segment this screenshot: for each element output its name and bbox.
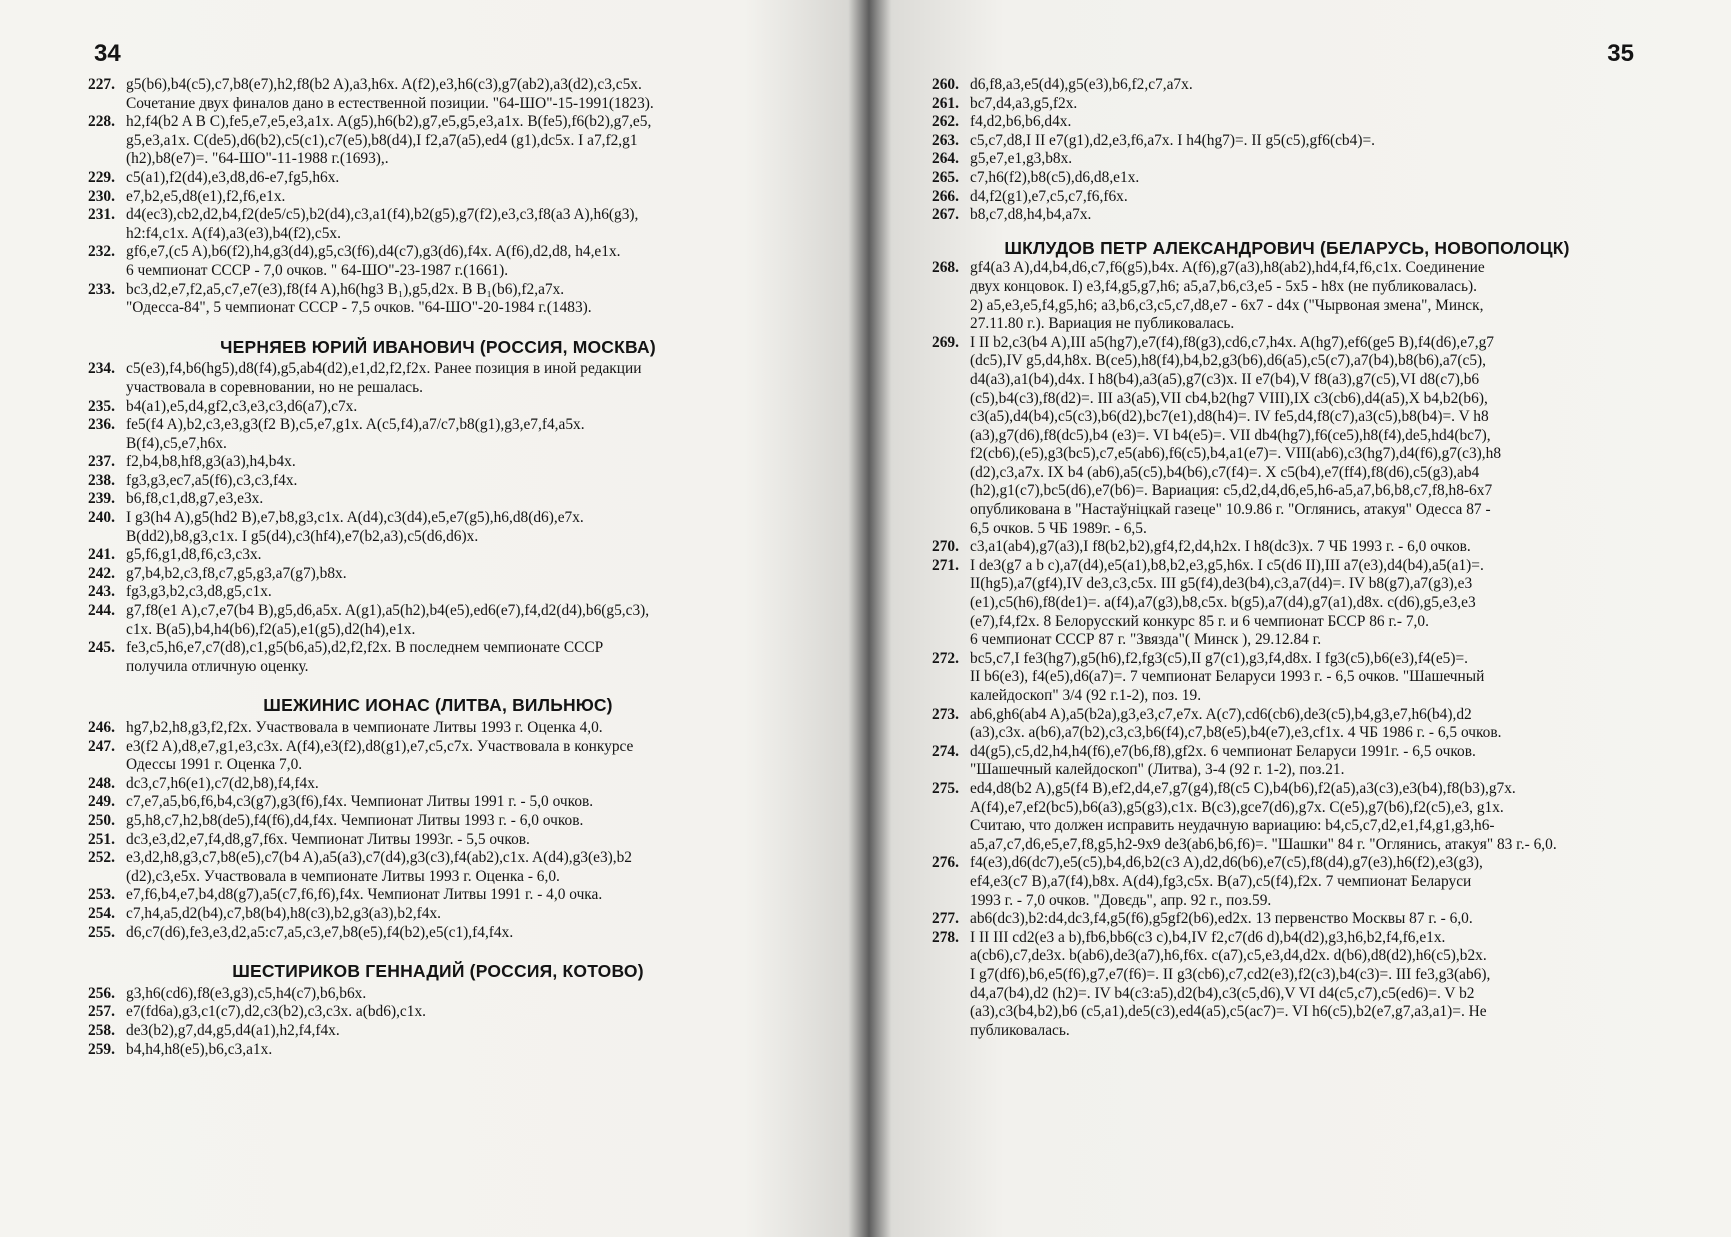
problem-entry: [88, 509, 788, 546]
text-line: Одессы 1991 г. Оценка 7,0.: [126, 756, 303, 774]
text-line: fe3,c5,h6,e7,c7(d8),c1,g5(b6,a5),d2,f2,f2x. В последнем чемпионате СССР: [126, 639, 604, 657]
problem-entry: [932, 706, 1642, 743]
text-line: (d2),c3,a7x. IX b4 (ab6),a5(c5),b4(b6),c7(f4)=. X c5(b4),e7(ff4),f8(d6),c5(g3),ab4: [970, 463, 1480, 481]
text-line: I II III cd2(e3 a b),fb6,bb6(c3 c),b4,IV f2,c7(d6 d),b4(d2),g3,h6,b2,f4,f6,e1x.: [970, 928, 1446, 946]
text-line: (c5),b4(c3),f8(d2)=. III a3(a5),VII cb4,b2(hg7 VIII),IX c3(cb6),d4(a5),X b4,b2(b6),: [970, 389, 1488, 407]
page-number: 35: [1607, 40, 1634, 67]
problem-number: 247.: [88, 737, 115, 755]
text-line: (a3),g7(d6),f8(dc5),b4 (e3)=. VI b4(e5)=. VII db4(hg7),f6(ce5),h8(f4),de5,hd4(bc7),: [970, 426, 1491, 444]
problem-text: [126, 1041, 788, 1060]
text-line: B(dd2),b8,g3,c1x. I g5(d4),c3(hf4),e7(b2,a3),c5(d6,d6)x.: [126, 527, 479, 545]
text-line: калейдоскоп" 3/4 (92 г.1-2), поз. 19.: [970, 687, 1202, 704]
problem-text: [126, 565, 788, 584]
text-line: (a3),c3(b4,b2),b6 (c5,a1),de5(c3),ed4(a5),c5(ac7)=. VI h6(c5),b2(e7,g7,a3,a1)=. Не: [970, 1003, 1487, 1021]
text-line: 2) a5,e3,e5,f4,g5,h6; a3,b6,c3,c5,c7,d8,e7 - 6x7 - d4x ("Чырвоная змена", Минск,: [970, 296, 1484, 314]
problem-text: [126, 583, 788, 602]
problem-entry: [932, 650, 1642, 706]
problem-number: 269.: [932, 333, 959, 351]
problem-entry: [88, 985, 788, 1004]
text-line: I de3(g7 a b c),a7(d4),e5(a1),b8,b2,e3,g5,h6x. I c5(d6 II),III a7(e3),d4(b4),a5(a1)=.: [970, 556, 1484, 574]
text-line: c7,h4,a5,d2(b4),c7,b8(b4),h8(c3),b2,g3(a3),b2,f4x.: [126, 904, 441, 922]
problem-entry: [932, 150, 1642, 169]
problem-entry: [88, 243, 788, 280]
problem-number: 271.: [932, 556, 959, 574]
problem-number: 245.: [88, 639, 115, 657]
problem-text: [126, 639, 788, 676]
problem-number: 264.: [932, 150, 959, 168]
problem-entry: [88, 849, 788, 886]
right-page: [932, 0, 1642, 1237]
problem-text: [126, 243, 788, 280]
problem-text: [970, 743, 1642, 780]
text-line: (dc5),IV g5,d4,h8x. B(ce5),h8(f4),b4,b2,g3(b6),d6(a5),c5(c7),a7(b4),b8(b6),a7(c5),: [970, 352, 1486, 370]
text-line: d4(ec3),cb2,d2,b4,f2(de5/c5),b2(d4),c3,a1(f4),b2(g5),g7(f2),e3,c3,f8(a3 A),h6(g3),: [126, 206, 639, 224]
text-line: fg3,g3,b2,c3,d8,g5,c1x.: [126, 583, 272, 601]
problem-number: 227.: [88, 76, 115, 93]
problem-entry: [932, 259, 1642, 333]
problem-entry: [932, 780, 1642, 854]
problem-text: [126, 985, 788, 1004]
problem-text: [126, 169, 788, 188]
text-line: de3(b2),g7,d4,g5,d4(a1),h2,f4,f4x.: [126, 1021, 340, 1039]
problem-text: [126, 360, 788, 397]
problem-number: 270.: [932, 538, 959, 556]
problem-text: [126, 738, 788, 775]
text-line: II(hg5),a7(gf4),IV de3,c3,c5x. III g5(f4),de3(b4),c3,a7(d4)=. IV b8(g7),a7(g3),e3: [970, 575, 1473, 593]
problem-text: [126, 453, 788, 472]
text-line: e3(f2 A),d8,e7,g1,e3,c3x. A(f4),e3(f2),d8(g1),e7,c5,c7x. Участвовала в конкурсе: [126, 737, 634, 755]
problem-text: [970, 206, 1642, 225]
problem-text: [126, 775, 788, 794]
text-line: I II b2,c3(b4 A),III a5(hg7),e7(f4),f8(g3),cd6,c7,h4x. A(hg7),ef6(ge5 B),f4(d6),e7,g7: [970, 333, 1494, 351]
problem-entry: [88, 360, 788, 397]
text-line: b4,h4,h8(e5),b6,c3,a1x.: [126, 1040, 273, 1058]
problem-text: [970, 780, 1642, 854]
text-line: f4(e3),d6(dc7),e5(c5),b4,d6,b2(c3 A),d2,d6(b6),e7(c5),f8(d4),g7(e3),h6(f2),e3(g3),: [970, 854, 1483, 872]
problem-entry: [932, 929, 1642, 1041]
text-line: Сочетание двух финалов дано в естественной позиции. "64-ШО"-15-1991(1823).: [126, 94, 654, 112]
problem-number: 254.: [88, 904, 115, 922]
problem-text: [970, 150, 1642, 169]
problem-text: [970, 259, 1642, 333]
page-content: [932, 76, 1642, 1040]
text-line: c1x. B(a5),b4,h4(b6),f2(a5),e1(g5),d2(h4),e1x.: [126, 620, 416, 638]
problem-number: 244.: [88, 602, 115, 620]
problem-entry: [88, 206, 788, 243]
text-line: d6,c7(d6),fe3,e3,d2,a5:c7,a5,c3,e7,b8(e5),f4(b2),e5(c1),f4,f4x.: [126, 923, 514, 941]
section-heading: ШЕЖИНИС ИОНАС (ЛИТВА, ВИЛЬНЮС): [263, 695, 613, 716]
problem-number: 228.: [88, 113, 115, 131]
problem-text: [126, 472, 788, 491]
problem-text: [126, 849, 788, 886]
problem-entry: [88, 76, 788, 113]
problem-number: 277.: [932, 910, 959, 928]
text-line: g5,e7,e1,g3,b8x.: [970, 150, 1073, 168]
text-line: g7,b4,b2,c3,f8,c7,g5,g3,a7(g7),b8x.: [126, 564, 347, 582]
problem-entry: [88, 1022, 788, 1041]
text-line: публиковалась.: [970, 1021, 1070, 1039]
text-line: 1993 г. - 7,0 очков. "Довєдь", апр. 92 г., поз.59.: [970, 891, 1272, 909]
text-line: "Одесса-84", 5 чемпионат СССР - 7,5 очков. "64-ШО"-20-1984 г.(1483).: [126, 299, 592, 317]
problem-number: 232.: [88, 243, 115, 261]
text-line: e7(fd6a),g3,c1(c7),d2,c3(b2),c3,c3x. a(bd6),c1x.: [126, 1003, 426, 1021]
problem-entry: [88, 1041, 788, 1060]
text-line: g5,h8,c7,h2,b8(de5),f4(f6),d4,f4x. Чемпионат Литвы 1993 г. - 6,0 очков.: [126, 811, 584, 829]
text-line: g5(b6),b4(c5),c7,b8(e7),h2,f8(b2 A),a3,h6x. A(f2),e3,h6(c3),g7(ab2),a3(d2),c3,c5x.: [126, 76, 642, 93]
text-line: ab6,gh6(ab4 A),a5(b2a),g3,e3,c7,e7x. A(c7),cd6(cb6),de3(c5),b4,g3,e7,h6(b4),d2: [970, 705, 1472, 723]
problem-number: 267.: [932, 206, 959, 224]
problem-number: 257.: [88, 1003, 115, 1021]
text-line: 6 чемпионат СССР - 7,0 очков. " 64-ШО"-23-1987 г.(1661).: [126, 261, 509, 279]
text-line: hg7,b2,h8,g3,f2,f2x. Участвовала в чемпионате Литвы 1993 г. Оценка 4,0.: [126, 719, 603, 736]
text-line: h2:f4,c1x. A(f4),a3(e3),b4(f2),c5x.: [126, 224, 341, 242]
text-line: gf4(a3 A),d4,b4,d6,c7,f6(g5),b4x. A(f6),g7(a3),h8(ab2),hd4,f4,f6,c1x. Соединение: [970, 259, 1485, 277]
problem-number: 239.: [88, 490, 115, 508]
text-line: получила отличную оценку.: [126, 657, 309, 675]
problem-entry: [932, 557, 1642, 650]
problem-number: 251.: [88, 830, 115, 848]
problem-number: 265.: [932, 168, 959, 186]
problem-number: 238.: [88, 471, 115, 489]
text-line: "Шашечный калейдоскоп" (Литва), 3-4 (92 г. 1-2), поз.21.: [970, 761, 1345, 779]
problem-number: 250.: [88, 811, 115, 829]
text-line: bc3,d2,e7,f2,a5,c7,e7(e3),f8(f4 A),h6(hg3 B₁),g5,d2x. B B₁(b6),f2,a7x.: [126, 280, 565, 298]
text-line: опубликована в "Настаўніцкай газеце" 10.9.86 г. "Оглянись, атакуя" Одесса 87 -: [970, 501, 1491, 519]
problem-text: [126, 546, 788, 565]
text-line: 27.11.80 г.). Вариация не публиковалась.: [970, 315, 1235, 333]
text-line: (h2),b8(e7)=. "64-ШО"-11-1988 г.(1693),.: [126, 150, 389, 168]
text-line: ef4,e3(c7 B),a7(f4),b8x. A(d4),fg3,c5x. B(a7),c5(f4),f2x. 7 чемпионат Беларуси: [970, 872, 1472, 890]
problem-text: [126, 1003, 788, 1022]
problem-entry: [932, 132, 1642, 151]
problem-text: [126, 281, 788, 318]
problem-entry: [88, 738, 788, 775]
problem-entry: [88, 775, 788, 794]
problem-number: 229.: [88, 168, 115, 186]
text-line: d4,a7(b4),d2 (h2)=. IV b4(c3:a5),d2(b4),c3(c5,d6),V VI d4(c5,c7),c5(ed6)=. V b2: [970, 984, 1475, 1002]
text-line: bc7,d4,a3,g5,f2x.: [970, 94, 1078, 112]
text-line: A(f4),e7,ef2(bc5),b6(a3),g5(g3),c1x. B(c3),gce7(d6),g7x. C(e5),g7(b6),f2(c5),e3, g1x.: [970, 798, 1504, 816]
text-line: fe5(f4 A),b2,c3,e3,g3(f2 B),c5,e7,g1x. A(c5,f4),a7/c7,b8(g1),g3,e7,f4,a5x.: [126, 416, 585, 434]
text-line: c5(a1),f2(d4),e3,d8,d6-e7,fg5,h6x.: [126, 168, 340, 186]
problem-number: 259.: [88, 1040, 115, 1058]
problem-entry: [88, 812, 788, 831]
problem-number: 256.: [88, 984, 115, 1002]
problem-text: [126, 416, 788, 453]
text-line: a5,a7,c7,d6,e5,e7,f8,g5,h2-9x9 de3(ab6,b6,f6)=. "Шашки" 84 г. "Оглянись, атакуя" 83 г.- 6,0.: [970, 835, 1557, 853]
problem-number: 231.: [88, 206, 115, 224]
text-line: d4,f2(g1),e7,c5,c7,f6,f6x.: [970, 187, 1128, 205]
problem-number: 275.: [932, 779, 959, 797]
problem-text: [970, 706, 1642, 743]
left-page: [88, 0, 788, 1237]
text-line: двух концовок. I) e3,f4,g5,g7,h6; a5,a7,b6,c3,e5 - 5x5 - h8x (не публиковалась).: [970, 277, 1477, 295]
problem-entry: [88, 490, 788, 509]
problem-text: [970, 334, 1642, 539]
text-line: a(cb6),c7,de3x. b(ab6),de3(a7),h6,f6x. c(a7),c5,e3,d4,d2x. d(b6),d8(d2),h6(c5),b2x.: [970, 947, 1487, 965]
problem-entry: [932, 76, 1642, 95]
problem-number: 240.: [88, 509, 115, 527]
problem-entry: [88, 1003, 788, 1022]
problem-number: 234.: [88, 360, 115, 378]
text-line: участвовала в соревновании, но не решалась.: [126, 378, 423, 396]
text-line: I g3(h4 A),g5(hd2 B),e7,b8,g3,c1x. A(d4),c3(d4),e5,e7(g5),h6,d8(d6),e7x.: [126, 509, 584, 527]
problem-text: [126, 509, 788, 546]
text-line: b6,f8,c1,d8,g7,e3,e3x.: [126, 490, 264, 508]
problem-text: [126, 602, 788, 639]
problem-entry: [88, 924, 788, 943]
problem-entry: [932, 206, 1642, 225]
problem-entry: [932, 854, 1642, 910]
text-line: Считаю, что должен исправить неудачную вариацию: b4,c5,c7,d2,e1,f4,g1,g3,h6-: [970, 817, 1495, 835]
problem-number: 258.: [88, 1021, 115, 1039]
page-number: 34: [94, 40, 121, 67]
problem-entry: [88, 886, 788, 905]
text-line: c3(a5),d4(b4),c5(c3),b6(d2),bc7(e1),d8(h4)=. IV fe5,d4,f8(c7),a3(c5),b8(b4)=. V h8: [970, 408, 1489, 426]
problem-entry: [932, 910, 1642, 929]
problem-text: [970, 650, 1642, 706]
text-line: (a3),c3x. a(b6),a7(b2),c3,c3,b6(f4),c7,b8(e5),b4(e7),e3,cf1x. 4 ЧБ 1986 г. - 6,5 очков.: [970, 724, 1502, 742]
problem-number: 276.: [932, 854, 959, 872]
problem-text: [126, 924, 788, 943]
problem-entry: [932, 188, 1642, 207]
problem-number: 261.: [932, 94, 959, 112]
problem-text: [970, 188, 1642, 207]
problem-entry: [88, 169, 788, 188]
problem-text: [126, 812, 788, 831]
problem-entry: [88, 583, 788, 602]
problem-number: 248.: [88, 774, 115, 792]
problem-entry: [88, 546, 788, 565]
text-line: d4(g5),c5,d2,h4,h4(f6),e7(b6,f8),gf2x. 6 чемпионат Беларуси 1991г. - 6,5 очков.: [970, 742, 1476, 760]
problem-text: [126, 398, 788, 417]
problem-number: 235.: [88, 397, 115, 415]
problem-entry: [88, 398, 788, 417]
section-heading: ШКЛУДОВ ПЕТР АЛЕКСАНДРОВИЧ (БЕЛАРУСЬ, НОВОПОЛОЦК): [1004, 237, 1570, 258]
problem-entry: [88, 453, 788, 472]
text-line: g3,h6(cd6),f8(e3,g3),c5,h4(c7),b6,b6x.: [126, 984, 367, 1002]
problem-text: [126, 76, 788, 113]
problem-entry: [88, 905, 788, 924]
problem-number: 266.: [932, 187, 959, 205]
text-line: f2(cb6),(e5),g3(bc5),c7,e5(ab6),f6(c5),b4,a1(e7)=. VIII(ab6),c3(hg7),d4(f6),g7(c3),h8: [970, 445, 1502, 463]
problem-text: [970, 113, 1642, 132]
text-line: b4(a1),e5,d4,gf2,c3,e3,c3,d6(a7),c7x.: [126, 397, 358, 415]
problem-text: [126, 1022, 788, 1041]
problem-number: 273.: [932, 705, 959, 723]
text-line: f4,d2,b6,b6,d4x.: [970, 113, 1072, 131]
problem-entry: [88, 113, 788, 169]
problem-text: [970, 76, 1642, 95]
text-line: g7,f8(e1 A),c7,e7(b4 B),g5,d6,a5x. A(g1),a5(h2),b4(e5),ed6(e7),f4,d2(d4),b6(g5,c3),: [126, 602, 650, 620]
problem-number: 242.: [88, 564, 115, 582]
text-line: d4(a3),a1(b4),d4x. I h8(b4),a3(a5),g7(c3)x. II e7(b4),V f8(a3),g7(c5),VI d8(c7),b6: [970, 370, 1480, 388]
text-line: b8,c7,d8,h4,b4,a7x.: [970, 206, 1092, 224]
problem-entry: [88, 188, 788, 207]
problem-text: [126, 905, 788, 924]
problem-entry: [932, 169, 1642, 188]
problem-number: 260.: [932, 76, 959, 93]
problem-number: 237.: [88, 453, 115, 471]
problem-text: [970, 95, 1642, 114]
problem-text: [970, 169, 1642, 188]
problem-entry: [88, 602, 788, 639]
text-line: I g7(df6),b6,e5(f6),g7,e7(f6)=. II g3(cb6),c7,cd2(e3),f2(c3),b4(c3)=. III fe3,g3(ab6),: [970, 965, 1491, 983]
problem-entry: [88, 639, 788, 676]
text-line: e7,b2,e5,d8(e1),f2,f6,e1x.: [126, 187, 286, 205]
problem-text: [126, 188, 788, 207]
text-line: f2,b4,b8,hf8,g3(a3),h4,b4x.: [126, 453, 296, 471]
problem-text: [970, 132, 1642, 151]
text-line: d6,f8,a3,e5(d4),g5(e3),b6,f2,c7,a7x.: [970, 76, 1193, 93]
text-line: B(f4),c5,e7,h6x.: [126, 434, 227, 452]
problem-number: 262.: [932, 113, 959, 131]
text-line: fg3,g3,ec7,a5(f6),c3,c3,f4x.: [126, 471, 298, 489]
problem-text: [970, 854, 1642, 910]
problem-number: 263.: [932, 131, 959, 149]
problem-text: [970, 557, 1642, 650]
problem-number: 272.: [932, 649, 959, 667]
text-line: g5,f6,g1,d8,f6,c3,c3x.: [126, 546, 262, 564]
text-line: c5,c7,d8,I II e7(g1),d2,e3,f6,a7x. I h4(hg7)=. II g5(c5),gf6(cb4)=.: [970, 131, 1375, 149]
text-line: bc5,c7,I fe3(hg7),g5(h6),f2,fg3(c5),II g7(c1),g3,f4,d8x. I fg3(c5),b6(e3),f4(e5)=.: [970, 649, 1468, 667]
problem-entry: [932, 538, 1642, 557]
problem-text: [970, 538, 1642, 557]
problem-entry: [88, 565, 788, 584]
problem-number: 278.: [932, 928, 959, 946]
problem-number: 246.: [88, 719, 115, 736]
problem-text: [126, 113, 788, 169]
problem-entry: [88, 719, 788, 738]
text-line: (d2),c3,e5x. Участвовала в чемпионате Литвы 1993 г. Оценка - 6,0.: [126, 867, 560, 885]
text-line: II b6(e3), f4(e5),d6(a7)=. 7 чемпионат Беларуси 1993 г. - 6,5 очков. "Шашечный: [970, 668, 1485, 686]
text-line: e7,f6,b4,e7,b4,d8(g7),a5(c7,f6,f6),f4x. Чемпионат Литвы 1991 г. - 4,0 очка.: [126, 886, 603, 904]
problem-entry: [88, 831, 788, 850]
text-line: c7,h6(f2),b8(c5),d6,d8,e1x.: [970, 168, 1140, 186]
text-line: ed4,d8(b2 A),g5(f4 B),ef2,d4,e7,g7(g4),f8(c5 C),b4(b6),f2(a5),a3(c3),e3(b4),f8(b3),g7x.: [970, 779, 1516, 797]
problem-number: 255.: [88, 923, 115, 941]
problem-number: 241.: [88, 546, 115, 564]
problem-entry: [932, 113, 1642, 132]
problem-number: 274.: [932, 742, 959, 760]
text-line: 6,5 очков. 5 ЧБ 1989г. - 6,5.: [970, 519, 1147, 537]
text-line: dc3,e3,d2,e7,f4,d8,g7,f6x. Чемпионат Литвы 1993г. - 5,5 очков.: [126, 830, 530, 848]
problem-text: [126, 831, 788, 850]
text-line: (e7),f4,f2x. 8 Белорусский конкурс 85 г. и 6 чемпионат БССР 86 г.- 7,0.: [970, 612, 1429, 630]
text-line: 6 чемпионат СССР 87 г. "Звязда"( Минск ), 29.12.84 г.: [970, 631, 1322, 649]
problem-entry: [88, 416, 788, 453]
problem-number: 230.: [88, 187, 115, 205]
text-line: (h2),g1(c7),bc5(d6),e7(b6)=. Вариация: c5,d2,d4,d6,e5,h6-a5,a7,b6,b8,c7,f8,h8-6x7: [970, 482, 1493, 500]
problem-entry: [932, 743, 1642, 780]
text-line: e3,d2,h8,g3,c7,b8(e5),c7(b4 A),a5(a3),c7(d4),g3(c3),f4(ab2),c1x. A(d4),g3(e3),b2: [126, 849, 633, 867]
text-line: c3,a1(ab4),g7(a3),I f8(b2,b2),gf4,f2,d4,h2x. I h8(dc3)x. 7 ЧБ 1993 г. - 6,0 очков.: [970, 538, 1471, 556]
problem-text: [126, 793, 788, 812]
text-line: c5(e3),f4,b6(hg5),d8(f4),g5,ab4(d2),e1,d2,f2,f2x. Ранее позиция в иной редакции: [126, 360, 642, 378]
section-heading: ШЕСТИРИКОВ ГЕННАДИЙ (РОССИЯ, КОТОВО): [232, 961, 644, 982]
problem-number: 252.: [88, 849, 115, 867]
problem-entry: [88, 472, 788, 491]
problem-number: 236.: [88, 416, 115, 434]
problem-text: [126, 719, 788, 738]
text-line: gf6,e7,(c5 A),b6(f2),h4,g3(d4),g5,c3(f6),d4(c7),g3(d6),f4x. A(f6),d2,d8, h4,e1x.: [126, 243, 621, 261]
problem-number: 253.: [88, 886, 115, 904]
problem-text: [126, 886, 788, 905]
text-line: dc3,c7,h6(e1),c7(d2,b8),f4,f4x.: [126, 774, 319, 792]
problem-text: [970, 910, 1642, 929]
problem-entry: [88, 793, 788, 812]
text-line: c7,e7,a5,b6,f6,b4,c3(g7),g3(f6),f4x. Чемпионат Литвы 1991 г. - 5,0 очков.: [126, 793, 594, 811]
problem-entry: [932, 95, 1642, 114]
text-line: h2,f4(b2 A B C),fe5,e7,e5,e3,a1x. A(g5),h6(b2),g7,e5,g5,e3,a1x. B(fe5),f6(b2),g7,e5,: [126, 113, 652, 131]
text-line: ab6(dc3),b2:d4,dc3,f4,g5(f6),g5gf2(b6),ed2x. 13 первенство Москвы 87 г. - 6,0.: [970, 910, 1473, 928]
problem-number: 249.: [88, 793, 115, 811]
problem-text: [126, 206, 788, 243]
problem-number: 268.: [932, 259, 959, 277]
problem-entry: [88, 281, 788, 318]
section-heading: ЧЕРНЯЕВ ЮРИЙ ИВАНОВИЧ (РОССИЯ, МОСКВА): [220, 336, 656, 357]
problem-text: [126, 490, 788, 509]
text-line: g5,e3,a1x. C(de5),d6(b2),c5(c1),c7(e5),b8(d4),I f2,a7(a5),ed4 (g1),dc5x. I a7,f2,g1: [126, 131, 638, 149]
problem-number: 243.: [88, 583, 115, 601]
problem-entry: [932, 334, 1642, 539]
text-line: (e1),c5(h6),f8(de1)=. a(f4),a7(g3),b8,c5x. b(g5),a7(d4),g7(a1),d8x. c(d6),g5,e3,e3: [970, 594, 1476, 612]
problem-number: 233.: [88, 280, 115, 298]
page-content: [88, 76, 788, 1059]
problem-text: [970, 929, 1642, 1041]
